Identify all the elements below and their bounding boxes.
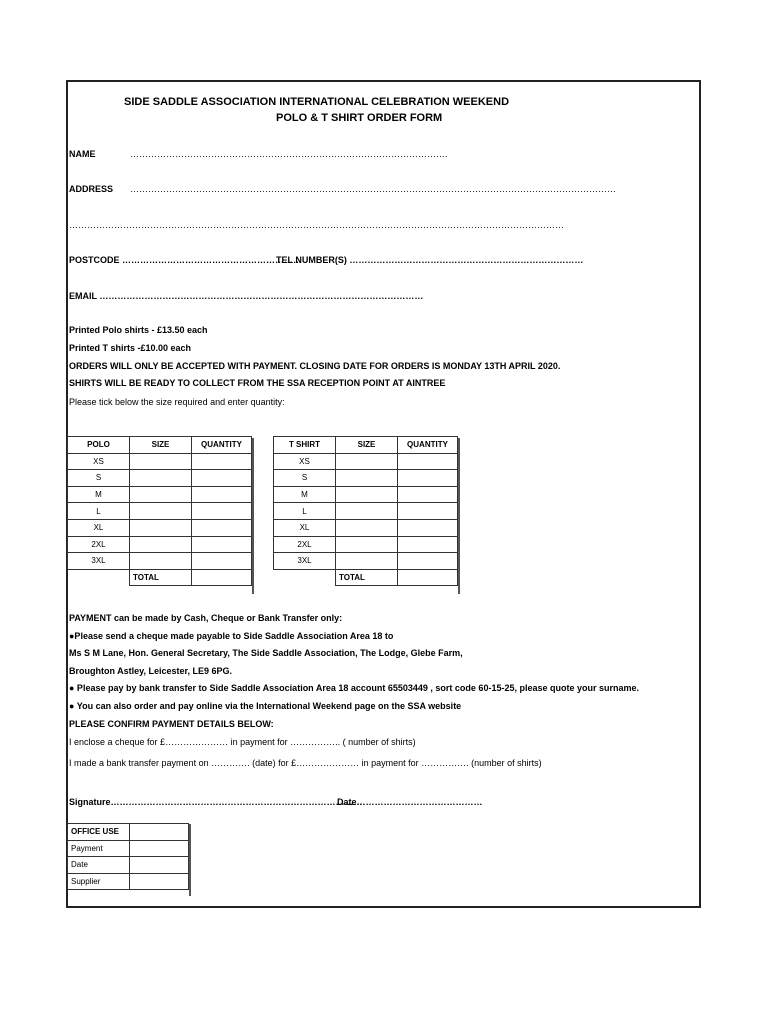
date-field[interactable]: Date…………………………………… [337, 797, 483, 807]
size-cell[interactable] [130, 486, 192, 503]
tick-instruction: Please tick below the size required and enter quantity: [69, 397, 285, 407]
size-cell[interactable] [130, 470, 192, 487]
quantity-cell[interactable] [192, 453, 252, 470]
quantity-cell[interactable] [192, 519, 252, 536]
size-label: XL [274, 519, 336, 536]
polo-table-shadow [252, 438, 254, 594]
size-cell[interactable] [336, 536, 398, 553]
empty-cell [274, 569, 336, 586]
table-row [68, 553, 252, 570]
office-cell [130, 824, 189, 841]
payment-heading: PAYMENT can be made by Cash, Cheque or Bank Transfer only: [69, 613, 343, 623]
online-instruction: ● You can also order and pay online via the International Weekend page on the SSA website [69, 701, 462, 711]
office-table-shadow [189, 824, 191, 896]
tel-field[interactable]: TEL NUMBER(S) …………………………………………………………………… [276, 255, 584, 265]
table-row [68, 569, 252, 586]
quantity-cell[interactable] [398, 470, 458, 487]
size-cell[interactable] [130, 503, 192, 520]
table-row [68, 840, 189, 857]
table-row [274, 519, 458, 536]
quantity-cell[interactable] [192, 536, 252, 553]
size-label: L [68, 503, 130, 520]
quantity-cell[interactable] [398, 453, 458, 470]
size-header: SIZE [130, 437, 192, 454]
collect-notice: SHIRTS WILL BE READY TO COLLECT FROM THE SSA RECEPTION POINT AT AINTREE [69, 378, 446, 388]
quantity-cell[interactable] [192, 470, 252, 487]
tshirt-price: Printed T shirts -£10.00 each [69, 343, 192, 353]
table-row [68, 503, 252, 520]
quantity-header: QUANTITY [398, 437, 458, 454]
table-row [274, 536, 458, 553]
quantity-cell[interactable] [398, 503, 458, 520]
address-field-line2[interactable]: ………………………………………………………………………………………………………………………………………………… [69, 220, 564, 230]
table-row [68, 857, 189, 874]
office-cell [130, 857, 189, 874]
size-header: SIZE [336, 437, 398, 454]
size-cell[interactable] [130, 453, 192, 470]
quantity-cell[interactable] [192, 503, 252, 520]
transfer-line[interactable]: I made a bank transfer payment on …………. (date) for £………………… in payment for ……………. (number of shirts) [69, 758, 542, 768]
cheque-line[interactable]: I enclose a cheque for £………………… in payment for …………….. ( number of shirts) [69, 737, 416, 747]
office-use-label: OFFICE USE [68, 824, 130, 841]
tshirt-header: T SHIRT [274, 437, 336, 454]
size-cell[interactable] [336, 553, 398, 570]
table-row [68, 873, 189, 890]
quantity-header: QUANTITY [192, 437, 252, 454]
name-label: NAME [69, 149, 96, 159]
size-cell[interactable] [130, 553, 192, 570]
size-cell[interactable] [336, 519, 398, 536]
office-row-label: Date [68, 857, 130, 874]
office-cell [130, 873, 189, 890]
size-cell[interactable] [336, 453, 398, 470]
size-label: 3XL [68, 553, 130, 570]
total-label: TOTAL [336, 569, 398, 586]
polo-header: POLO [68, 437, 130, 454]
size-label: M [68, 486, 130, 503]
size-label: S [68, 470, 130, 487]
office-row-label: Supplier [68, 873, 130, 890]
table-row [274, 470, 458, 487]
confirm-heading: PLEASE CONFIRM PAYMENT DETAILS BELOW: [69, 719, 274, 729]
size-label: M [274, 486, 336, 503]
postal-address-line1: Ms S M Lane, Hon. General Secretary, The Side Saddle Association, The Lodge, Glebe Farm, [69, 648, 463, 658]
table-row [274, 569, 458, 586]
size-cell[interactable] [336, 503, 398, 520]
size-cell[interactable] [336, 470, 398, 487]
total-label: TOTAL [130, 569, 192, 586]
polo-table [67, 436, 252, 586]
total-cell[interactable] [398, 569, 458, 586]
quantity-cell[interactable] [398, 486, 458, 503]
table-row [68, 437, 252, 454]
size-label: 3XL [274, 553, 336, 570]
polo-price: Printed Polo shirts - £13.50 each [69, 325, 208, 335]
quantity-cell[interactable] [192, 486, 252, 503]
size-label: S [274, 470, 336, 487]
email-field[interactable]: EMAIL ……………………………………………………………………………………………… [69, 291, 424, 301]
address-field[interactable]: ……………………………………………………………………………………………………………………………………………… [130, 184, 616, 194]
size-cell[interactable] [336, 486, 398, 503]
quantity-cell[interactable] [398, 536, 458, 553]
table-row [68, 486, 252, 503]
office-use-table [67, 823, 189, 890]
form-title: SIDE SADDLE ASSOCIATION INTERNATIONAL CELEBRATION WEEKEND [124, 96, 510, 108]
table-row [274, 437, 458, 454]
size-label: XS [68, 453, 130, 470]
size-label: 2XL [68, 536, 130, 553]
table-row [68, 453, 252, 470]
form-subtitle: POLO & T SHIRT ORDER FORM [276, 112, 443, 124]
table-row [274, 553, 458, 570]
postcode-field[interactable]: POSTCODE …………………………………………………… [69, 255, 303, 265]
postal-address-line2: Broughton Astley, Leicester, LE9 6PG. [69, 666, 233, 676]
tshirt-table-shadow [458, 438, 460, 594]
office-cell [130, 840, 189, 857]
office-row-label: Payment [68, 840, 130, 857]
name-field[interactable]: ……………………………………………………………………………………………. [130, 149, 448, 159]
tshirt-table [273, 436, 458, 586]
size-cell[interactable] [130, 536, 192, 553]
table-row [68, 824, 189, 841]
table-row [274, 503, 458, 520]
table-row [68, 519, 252, 536]
size-label: 2XL [274, 536, 336, 553]
empty-cell [68, 569, 130, 586]
quantity-cell[interactable] [398, 553, 458, 570]
total-cell[interactable] [192, 569, 252, 586]
size-label: XL [68, 519, 130, 536]
table-row [68, 536, 252, 553]
signature-field[interactable]: Signature………………………………………………………………………… [69, 797, 363, 807]
table-row [274, 486, 458, 503]
table-row [68, 470, 252, 487]
size-label: L [274, 503, 336, 520]
quantity-cell[interactable] [192, 553, 252, 570]
address-label: ADDRESS [69, 184, 114, 194]
bank-transfer-instruction: ● Please pay by bank transfer to Side Saddle Association Area 18 account 65503449 , sort code 60-15-25, please quote your surname. [69, 683, 639, 693]
size-cell[interactable] [130, 519, 192, 536]
quantity-cell[interactable] [398, 519, 458, 536]
size-label: XS [274, 453, 336, 470]
cheque-instruction: ●Please send a cheque made payable to Side Saddle Association Area 18 to [69, 631, 394, 641]
orders-notice: ORDERS WILL ONLY BE ACCEPTED WITH PAYMENT. CLOSING DATE FOR ORDERS IS MONDAY 13TH APRIL 2020. [69, 361, 561, 371]
table-row [274, 453, 458, 470]
